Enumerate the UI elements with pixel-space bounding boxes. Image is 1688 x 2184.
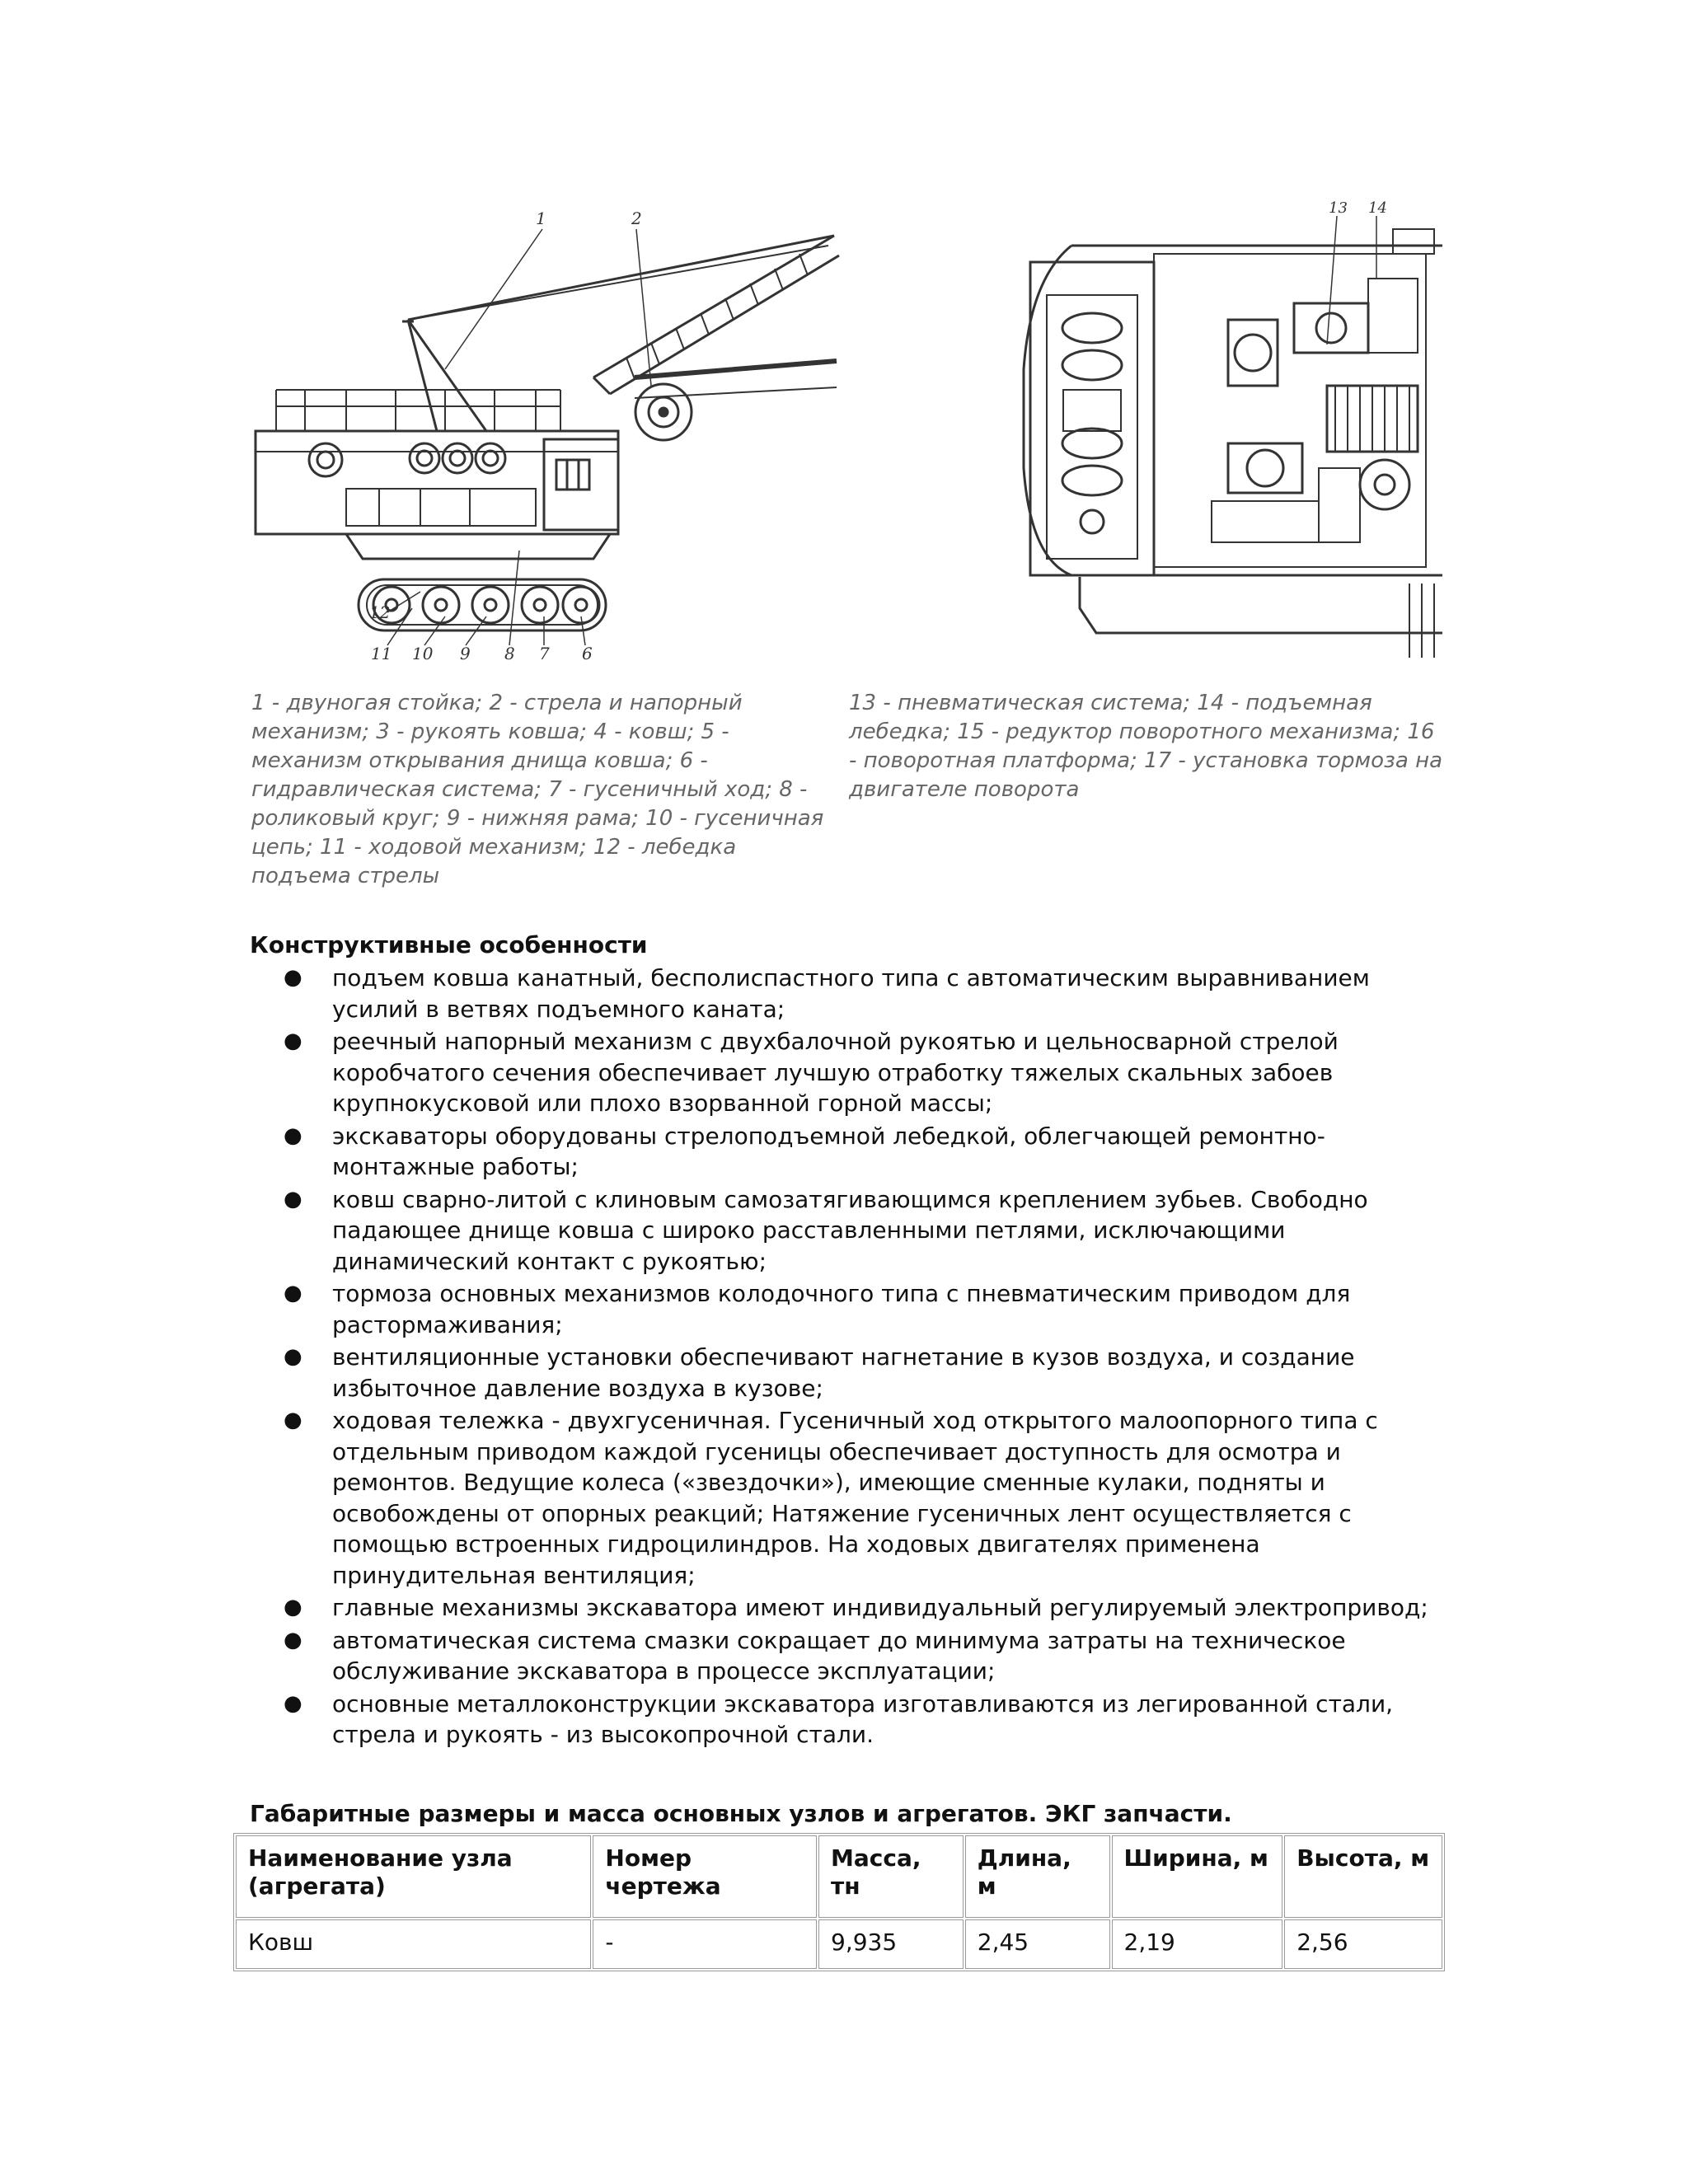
- feature-item: [250, 1689, 1461, 1750]
- callout-10: 10: [412, 644, 434, 663]
- callout-1: 1: [536, 209, 546, 228]
- bullet-icon: ●: [284, 1344, 302, 1369]
- feature-item: [250, 1625, 1461, 1687]
- features-heading: Конструктивные особенности: [250, 931, 648, 958]
- cell-height: 2,56: [1284, 1919, 1442, 1969]
- excavator-side-view-figure: [247, 196, 841, 674]
- bullet-icon: ●: [284, 1595, 302, 1619]
- feature-text: тормоза основных механизмов колодочного типа с пневматическим приводом для растормаживания;: [332, 1280, 1351, 1338]
- callout-14: 14: [1368, 199, 1387, 217]
- col-header-drawing-number: Номер чертежа: [593, 1835, 817, 1918]
- callout-2: 2: [631, 209, 642, 228]
- col-header-length: Длина, м: [965, 1835, 1110, 1918]
- cell-mass: 9,935: [818, 1919, 964, 1969]
- col-header-width: Ширина, м: [1112, 1835, 1283, 1918]
- feature-item: [250, 1184, 1461, 1277]
- feature-text: главные механизмы экскаватора имеют индивидуальный регулируемый электропривод;: [332, 1594, 1428, 1621]
- table-header-row: [236, 1835, 1442, 1918]
- feature-item: [250, 1405, 1461, 1591]
- bullet-icon: ●: [284, 1690, 302, 1716]
- feature-text: экскаваторы оборудованы стрелоподъемной лебедкой, облегчающей ремонтно-монтажные работы;: [332, 1122, 1325, 1180]
- col-header-mass: Масса, тн: [818, 1835, 964, 1918]
- bullet-icon: ●: [284, 1281, 302, 1305]
- col-header-height: Высота, м: [1284, 1835, 1442, 1918]
- right-figure-caption: 13 - пневматическая система; 14 - подъемная лебедка; 15 - редуктор поворотного механизма; 16 - поворотная платформа; 17 - установка тормоза на двигателе поворота: [849, 691, 1443, 802]
- callout-11: 11: [371, 644, 392, 663]
- feature-text: ходовая тележка - двухгусеничная. Гусеничный ход открытого малоопорного типа с отдельным приводом каждой гусеницы обеспечивает доступность для осмотра и ремонтов. Ведущие колеса («звездочки»), имеющие сменные кулаки, подняты и освобождены от опорных реакций; Натяжение гусеничных лент осуществляется с помощью встроенных гидроцилиндров. На ходовых двигателях применена принудительная вентиляция;: [332, 1407, 1378, 1589]
- bullet-icon: ●: [284, 1122, 302, 1148]
- feature-item: [250, 1342, 1461, 1404]
- callout-8: 8: [504, 644, 515, 663]
- bullet-icon: ●: [284, 1627, 302, 1652]
- cell-drawing-number: -: [593, 1919, 817, 1969]
- bullet-icon: ●: [284, 1029, 302, 1053]
- feature-item: [250, 1592, 1461, 1624]
- callout-7: 7: [539, 644, 550, 663]
- dimensions-table-heading: Габаритные размеры и масса основных узлов и агрегатов. ЭКГ запчасти.: [250, 1800, 1232, 1827]
- feature-text: вентиляционные установки обеспечивают нагнетание в кузов воздуха, и создание избыточное давление воздуха в кузове;: [332, 1343, 1355, 1402]
- left-figure-caption: 1 - двуногая стойка; 2 - стрела и напорный механизм; 3 - рукоять ковша; 4 - ковш; 5 - механизм открывания днища ковша; 6 - гидравлическая система; 7 - гусеничный ход; 8 - роликовый круг; 9 - нижняя рама; 10 - гусеничная цепь; 11 - ходовой механизм; 12 - лебедка подъема стрелы: [251, 691, 824, 888]
- callout-9: 9: [460, 644, 471, 663]
- feature-text: подъем ковша канатный, бесполиспастного типа с автоматическим выравниванием усилий в ветвях подъемного каната;: [332, 964, 1370, 1023]
- callout-6: 6: [582, 644, 593, 663]
- cell-length: 2,45: [965, 1919, 1110, 1969]
- bullet-icon: ●: [284, 965, 302, 990]
- cell-width: 2,19: [1112, 1919, 1283, 1969]
- dimensions-table: [233, 1833, 1445, 1971]
- cell-unit-name: Ковш: [236, 1919, 591, 1969]
- feature-text: основные металлоконструкции экскаватора изготавливаются из легированной стали, стрела и рукоять - из высокопрочной стали.: [332, 1690, 1394, 1748]
- feature-text: реечный напорный механизм с двухбалочной рукоятью и цельносварной стрелой коробчатого сечения обеспечивает лучшую отработку тяжелых скальных забоев крупнокусковой или плохо взорванной горной массы;: [332, 1028, 1339, 1117]
- feature-item: [250, 963, 1461, 1024]
- feature-item: [250, 1026, 1461, 1119]
- feature-item: [250, 1121, 1461, 1183]
- features-list: [250, 963, 1461, 1752]
- callout-12: 12: [369, 602, 391, 622]
- bullet-icon: ●: [284, 1408, 302, 1432]
- callout-13: 13: [1329, 199, 1348, 217]
- col-header-unit-name: Наименование узла (агрегата): [236, 1835, 591, 1918]
- feature-text: автоматическая система смазки сокращает до минимума затраты на техническое обслуживание экскаватора в процессе эксплуатации;: [332, 1626, 1346, 1685]
- feature-item: [250, 1278, 1461, 1340]
- bullet-icon: ●: [284, 1186, 302, 1212]
- platform-plan-view-figure: [981, 196, 1442, 674]
- table-row: [236, 1919, 1442, 1969]
- feature-text: ковш сварно-литой с клиновым самозатягивающимся креплением зубьев. Свободно падающее днище ковша с широко расставленными петлями, исключающими динамический контакт с рукоятью;: [332, 1185, 1368, 1275]
